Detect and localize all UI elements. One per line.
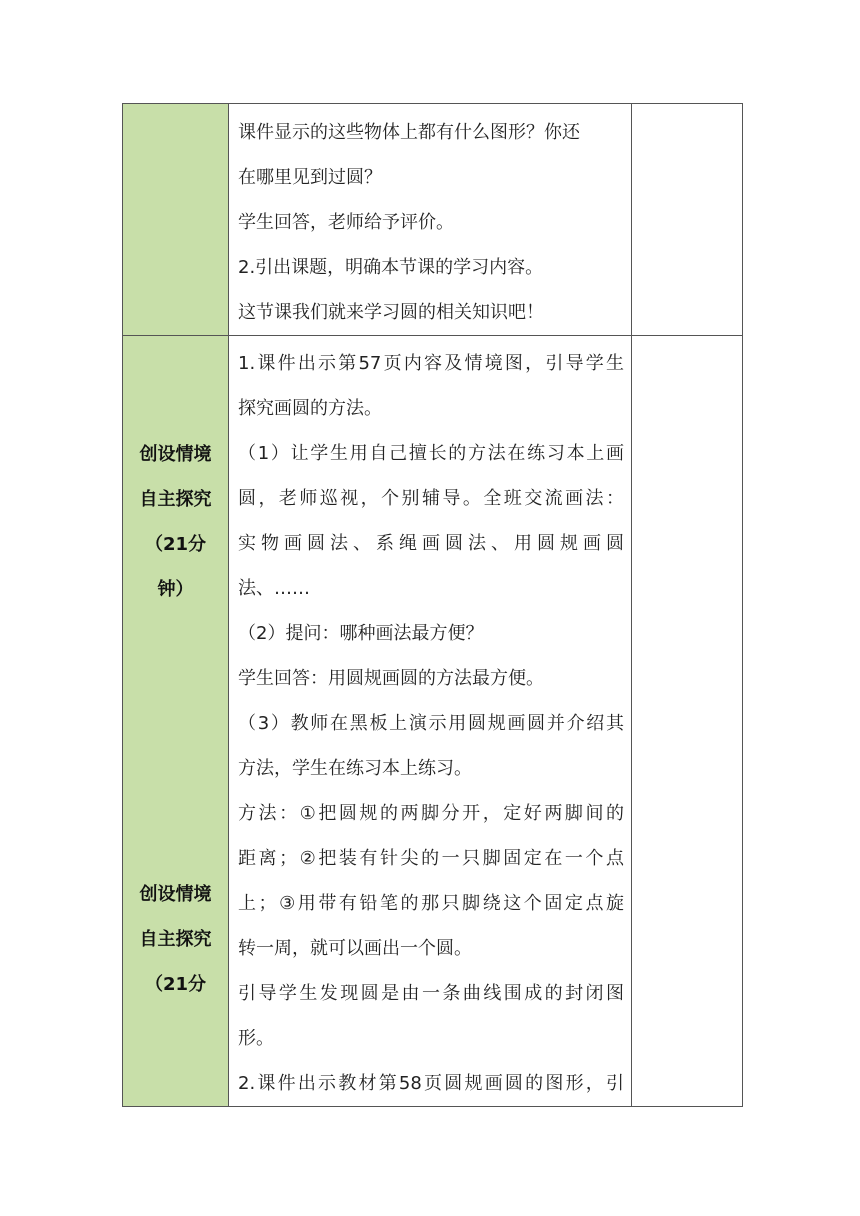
text-line: 转一周，就可以画出一个圆。 xyxy=(238,938,472,959)
stage-label xyxy=(123,336,228,612)
stage-cell xyxy=(123,104,229,336)
stage-line: 创设情境 xyxy=(139,444,212,465)
text-line: 1.课件出示第57页内容及情境图，引导学生 xyxy=(238,353,624,374)
text-line: 课件显示的这些物体上都有什么图形？你还 xyxy=(238,122,580,143)
text-line: 引导学生发现圆是由一条曲线围成的封闭图 xyxy=(238,983,624,1004)
text-line: （1）让学生用自己擅长的方法在练习本上画 xyxy=(238,443,624,464)
text-line: 2.引出课题，明确本节课的学习内容。 xyxy=(238,257,544,278)
notes-cell xyxy=(632,336,743,1107)
text-line: 方法，学生在练习本上练习。 xyxy=(238,758,472,779)
text-line: 实物画圆法、系绳画圆法、用圆规画圆 xyxy=(238,533,624,554)
text-line: 2.课件出示教材第58页圆规画圆的图形，引 xyxy=(238,1073,624,1094)
text-line: 法、…… xyxy=(238,578,310,599)
stage-label xyxy=(123,612,228,1007)
text-line: 形。 xyxy=(238,1028,274,1049)
table-row xyxy=(123,104,743,336)
stage-cell xyxy=(123,336,229,1107)
table-row xyxy=(123,336,743,1107)
stage-line: （21分 xyxy=(144,974,207,995)
text-line: 学生回答，老师给予评价。 xyxy=(238,212,454,233)
text-line: 探究画圆的方法。 xyxy=(238,398,382,419)
text-line: 方法：①把圆规的两脚分开，定好两脚间的 xyxy=(238,803,624,824)
content-cell xyxy=(229,336,632,1107)
stage-line: 创设情境 xyxy=(139,884,212,905)
text-line: 上；③用带有铅笔的那只脚绕这个固定点旋 xyxy=(238,893,624,914)
notes-cell xyxy=(632,104,743,336)
text-line: 在哪里见到过圆？ xyxy=(238,167,382,188)
text-line: 这节课我们就来学习圆的相关知识吧！ xyxy=(238,302,544,323)
stage-line: （21分 xyxy=(144,534,207,555)
text-line: （3）教师在黑板上演示用圆规画圆并介绍其 xyxy=(238,713,624,734)
stage-line: 自主探究 xyxy=(139,929,212,950)
content-cell xyxy=(229,104,632,336)
stage-line: 钟） xyxy=(157,579,194,600)
text-line: 学生回答：用圆规画圆的方法最方便。 xyxy=(238,668,544,689)
text-line: 圆，老师巡视，个别辅导。全班交流画法： xyxy=(238,488,624,509)
lesson-plan-table xyxy=(122,103,743,1107)
text-line: （2）提问：哪种画法最方便？ xyxy=(238,623,484,644)
stage-line: 自主探究 xyxy=(139,489,212,510)
text-line: 距离；②把装有针尖的一只脚固定在一个点 xyxy=(238,848,624,869)
